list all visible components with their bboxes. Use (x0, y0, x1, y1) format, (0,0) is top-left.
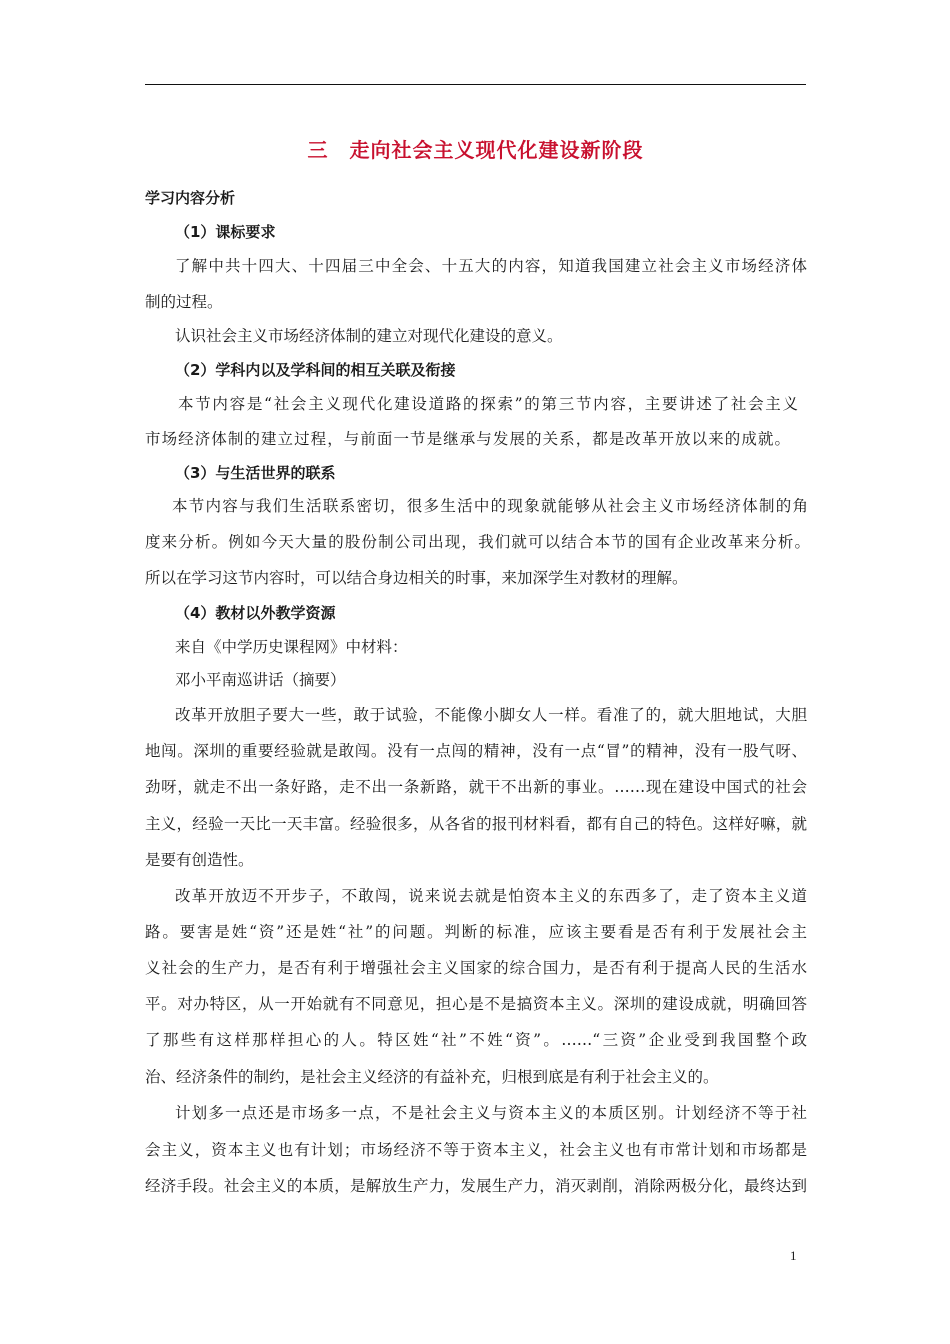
paragraph-line: 地闯。深圳的重要经验就是敢闯。没有一点闯的精神，没有一点“冒”的精神，没有一股气呀、 (145, 742, 807, 760)
paragraph-line: 度来分析。例如今天大量的股份制公司出现，我们就可以结合本节的国有企业改革来分析。 (145, 533, 810, 551)
paragraph-line: 改革开放胆子要大一些，敢于试验，不能像小脚女人一样。看准了的，就大胆地试，大胆 (175, 706, 807, 724)
paragraph-line: 治、经济条件的制约，是社会主义经济的有益补充，归根到底是有利于社会主义的。 (145, 1068, 719, 1086)
source-line: 来自《中学历史课程网》中材料： (175, 638, 408, 656)
paragraph-line: 认识社会主义市场经济体制的建立对现代化建设的意义。 (175, 327, 563, 345)
header-rule (145, 84, 806, 85)
paragraph-line: 劲呀，就走不出一条好路，走不出一条新路，就干不出新的事业。……现在建设中国式的社会 (145, 778, 807, 796)
page-number: 1 (790, 1248, 797, 1263)
paragraph-line: 改革开放迈不开步子，不敢闯，说来说去就是怕资本主义的东西多了，走了资本主义道 (175, 887, 807, 905)
paragraph-line: 是要有创造性。 (145, 851, 254, 869)
page-title: 三 走向社会主义现代化建设新阶段 (307, 138, 644, 162)
paragraph-line: 路。要害是姓“资”还是姓“社”的问题。判断的标准，应该主要看是否有利于发展社会主 (145, 923, 807, 941)
paragraph-line: 制的过程。 (145, 293, 223, 311)
quote-title: 邓小平南巡讲话（摘要） (175, 671, 346, 689)
subsection-heading-1: （1）课标要求 (175, 223, 276, 241)
paragraph-line: 了解中共十四大、十四届三中全会、十五大的内容，知道我国建立社会主义市场经济体 (175, 257, 807, 275)
subsection-heading-4: （4）教材以外教学资源 (175, 604, 336, 622)
paragraph-line: 义社会的生产力，是否有利于增强社会主义国家的综合国力，是否有利于提高人民的生活水 (145, 959, 807, 977)
paragraph-line: 会主义，资本主义也有计划；市场经济不等于资本主义，社会主义也有市常计划和市场都是 (145, 1141, 807, 1159)
paragraph-line: 所以在学习这节内容时，可以结合身边相关的时事，来加深学生对教材的理解。 (145, 569, 688, 587)
paragraph-line: 主义，经验一天比一天丰富。经验很多，从各省的报刊材料看，都有自己的特色。这样好嘛，就 (145, 815, 807, 833)
paragraph-line: 经济手段。社会主义的本质，是解放生产力，发展生产力，消灭剥削，消除两极分化，最终达到 (145, 1177, 807, 1195)
paragraph-line: 计划多一点还是市场多一点，不是社会主义与资本主义的本质区别。计划经济不等于社 (175, 1104, 807, 1122)
paragraph-line: 市场经济体制的建立过程，与前面一节是继承与发展的关系，都是改革开放以来的成就。 (145, 430, 790, 448)
paragraph-line: 本节内容是“社会主义现代化建设道路的探索”的第三节内容，主要讲述了社会主义 (178, 395, 798, 413)
subsection-heading-3: （3）与生活世界的联系 (175, 464, 336, 482)
paragraph-line: 了那些有这样那样担心的人。特区姓“社”不姓“资”。……“三资”企业受到我国整个政 (145, 1031, 807, 1049)
paragraph-line: 本节内容与我们生活联系密切，很多生活中的现象就能够从社会主义市场经济体制的角 (172, 497, 808, 515)
paragraph-line: 平。对办特区，从一开始就有不同意见，担心是不是搞资本主义。深圳的建设成就，明确回答 (145, 995, 807, 1013)
section-heading: 学习内容分析 (145, 189, 236, 207)
subsection-heading-2: （2）学科内以及学科间的相互关联及衔接 (175, 361, 456, 379)
